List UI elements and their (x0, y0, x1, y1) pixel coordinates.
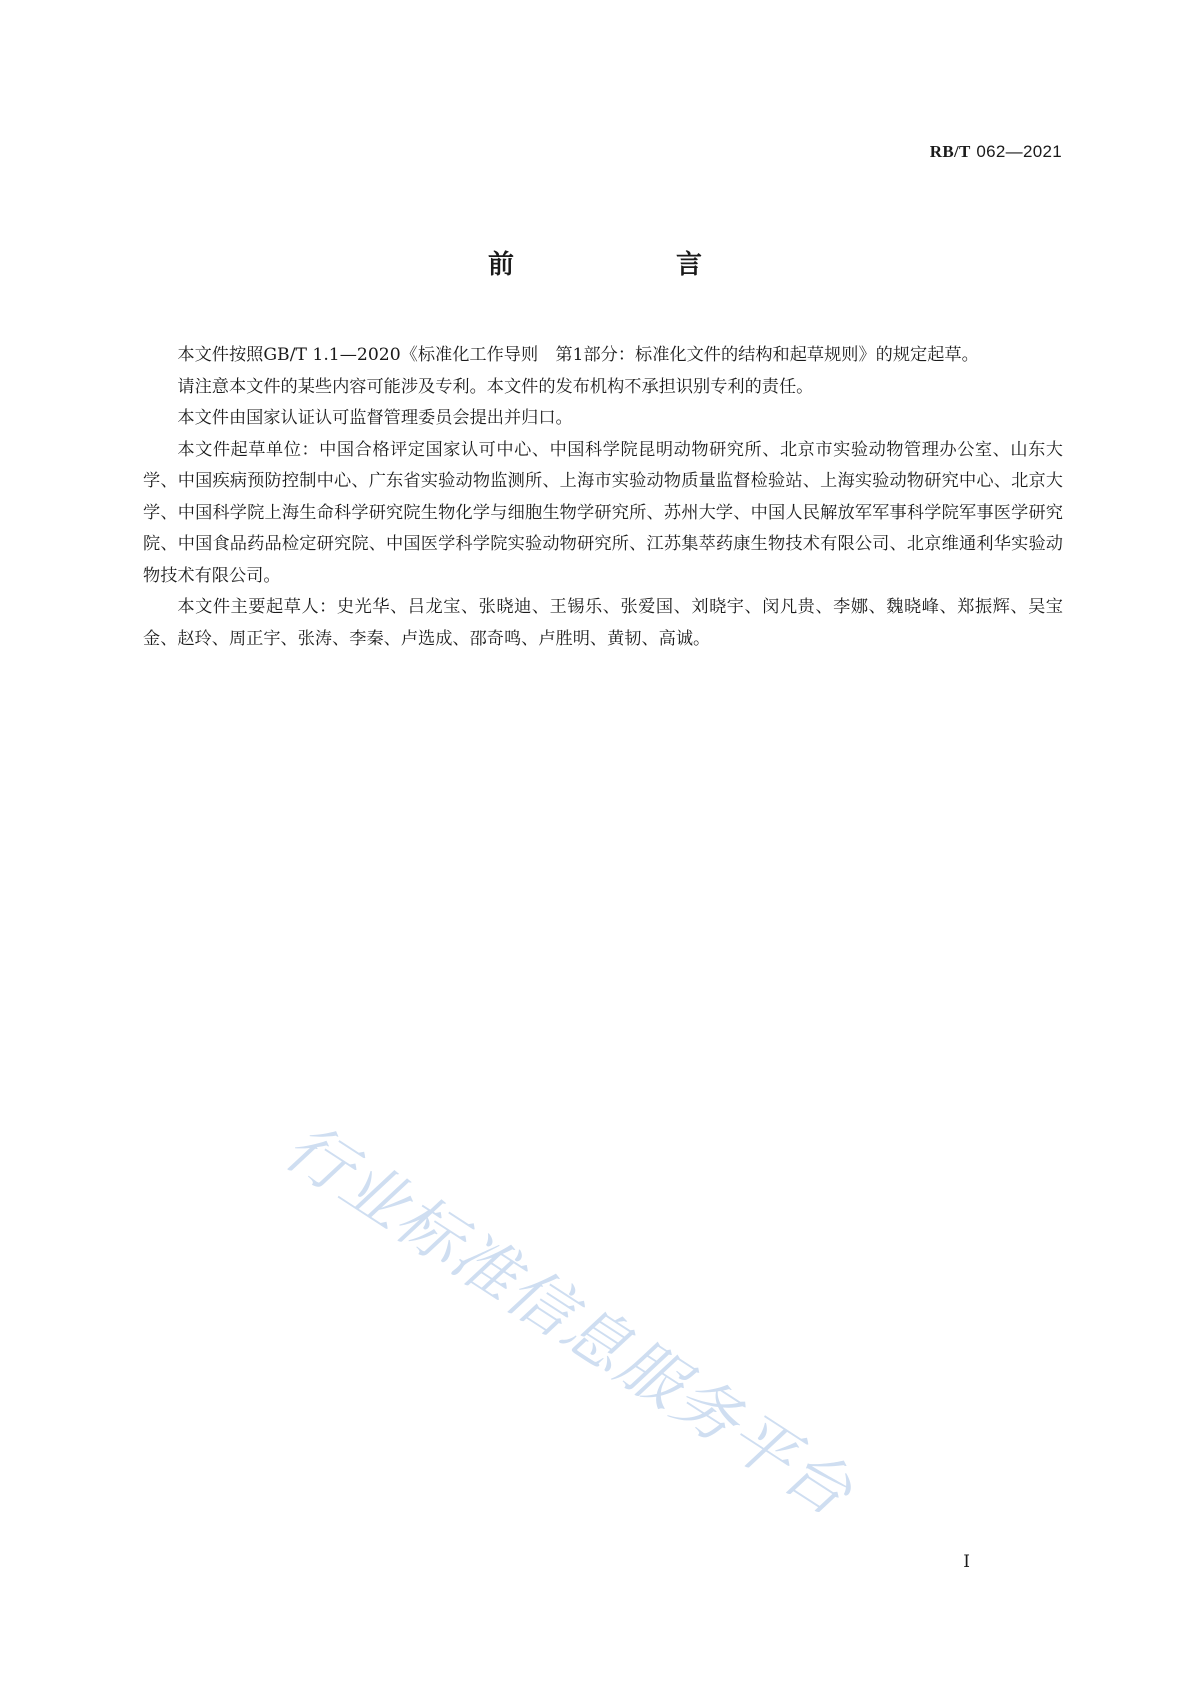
paragraph-patent-notice: 请注意本文件的某些内容可能涉及专利。本文件的发布机构不承担识别专利的责任。 (177, 376, 814, 397)
paragraph-drafting-basis: 本文件按照GB/T 1.1—2020《标准化工作导则 第1部分：标准化文件的结构和起草规则》的规定起草。 (177, 345, 979, 365)
preface-body (143, 340, 1063, 655)
watermark-text: 行业标准信息服务平台 (271, 1110, 866, 1532)
paragraph-proposer: 本文件由国家认证认可监督管理委员会提出并归口。 (177, 408, 573, 428)
paragraph-drafters: 本文件主要起草人：史光华、吕龙宝、张晓迪、王锡乐、张爱国、刘晓宇、闵凡贵、李娜、魏晓峰、郑振辉、吴宝金、赵玲、周正宇、张涛、李秦、卢选成、邵奇鸣、卢胜明、黄韧、高诚。 (143, 597, 1063, 649)
document-code (930, 142, 1062, 162)
page-number: I (963, 1552, 970, 1572)
document-code-prefix: RB/T (929, 142, 971, 161)
paragraph-drafting-units: 本文件起草单位：中国合格评定国家认可中心、中国科学院昆明动物研究所、北京市实验动物管理办公室、山东大学、中国疾病预防控制中心、广东省实验动物监测所、上海市实验动物质量监督检验站、上海实验动物研究中心、北京大学、中国科学院上海生命科学研究院生物化学与细胞生物学研究所、苏州大学、中国人民解放军军事科学院军事医学研究院、中国食品药品检定研究院、中国医学科学院实验动物研究所、江苏集萃药康生物技术有限公司、北京维通利华实验动物技术有限公司。 (143, 439, 1063, 586)
document-code-number: 062—2021 (976, 142, 1062, 161)
page-title: 前 言 (487, 250, 770, 280)
